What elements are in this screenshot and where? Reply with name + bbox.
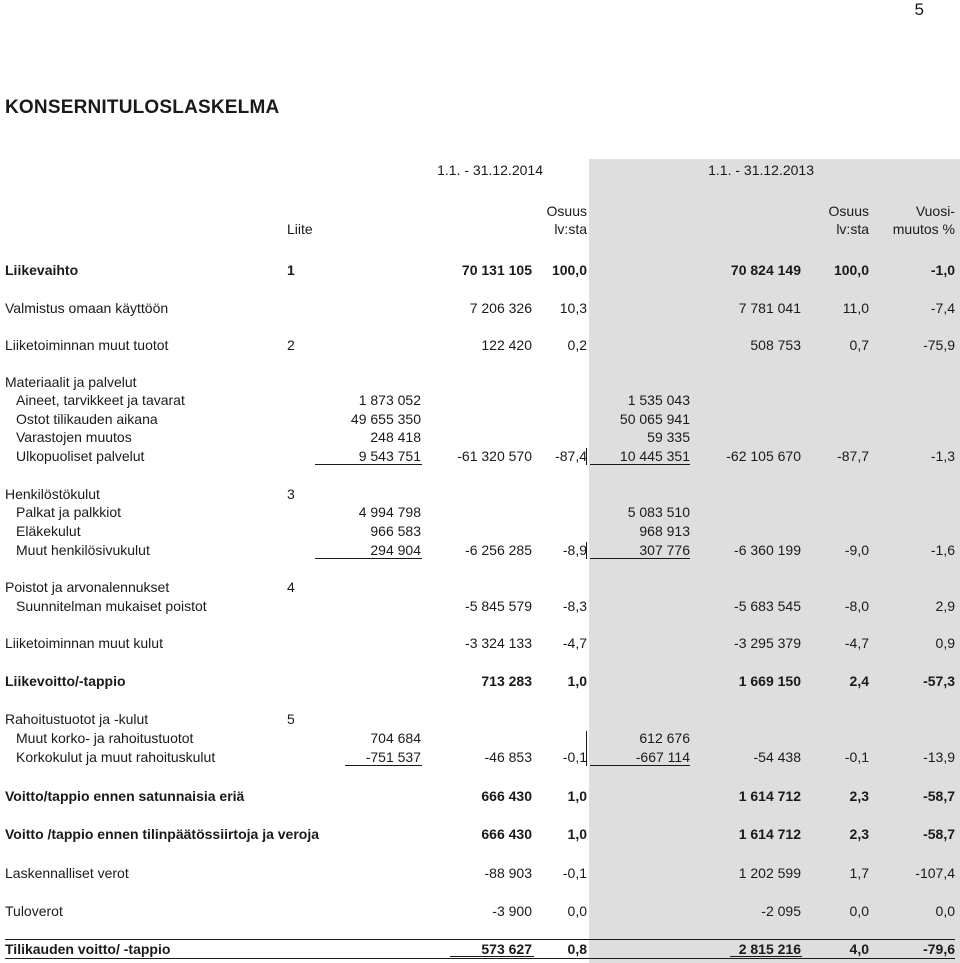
row-value-c4: 968 913 (639, 523, 690, 539)
row-value-c4: 5 083 510 (627, 504, 690, 520)
table-row (0, 864, 960, 882)
row-value-c7: -58,7 (923, 788, 955, 804)
row-value-c3: -4,7 (562, 635, 587, 651)
subtotal-tick-personnel (586, 542, 587, 559)
row-note: 3 (287, 486, 295, 502)
row-value-c6: 100,0 (833, 262, 869, 278)
row-value-c7: -13,9 (923, 749, 955, 765)
row-value-c2: -3 900 (492, 903, 532, 919)
table-row (0, 729, 960, 747)
row-value-c6: -8,0 (844, 598, 869, 614)
row-value-c4: 50 065 941 (619, 411, 690, 427)
row-label: Voitto/tappio ennen satunnaisia eriä (5, 788, 245, 804)
table-row (0, 522, 960, 540)
row-label: Liikevoitto/-tappio (5, 673, 126, 689)
subtotal-rule-2014-personnel (315, 558, 422, 559)
row-value-c1: -751 537 (365, 749, 421, 765)
page-title: KONSERNITULOSLASKELMA (5, 97, 280, 118)
row-note: 4 (287, 579, 295, 595)
row-value-c5: -3 295 379 (734, 635, 801, 651)
row-value-c3: 0,2 (567, 337, 587, 353)
row-label: Poistot ja arvonalennukset (5, 579, 170, 595)
row-value-c2: -46 853 (484, 749, 532, 765)
note-column-header: Liite (287, 221, 313, 237)
table-row (0, 373, 960, 391)
row-label: Laskennalliset verot (5, 865, 129, 881)
row-value-c2: -61 320 570 (457, 448, 532, 464)
table-row (0, 902, 960, 920)
row-label: Aineet, tarvikkeet ja tavarat (16, 392, 185, 408)
table-row (0, 541, 960, 559)
row-value-c6: 11,0 (842, 300, 869, 316)
row-value-c1: 49 655 350 (350, 411, 421, 427)
table-row (0, 410, 960, 428)
row-label: Ostot tilikauden aikana (16, 411, 158, 427)
table-row (0, 391, 960, 409)
row-value-c3: 10,3 (559, 300, 587, 316)
row-value-c4: 612 676 (639, 730, 690, 746)
row-value-c6: -9,0 (844, 542, 869, 558)
subtotal-tick-materials (586, 448, 587, 465)
row-value-c4: 10 445 351 (619, 448, 690, 464)
row-value-c5: 1 669 150 (738, 673, 801, 689)
table-row (0, 503, 960, 521)
table-row (0, 299, 960, 317)
page-number: 5 (914, 0, 924, 19)
row-value-c6: 2,3 (849, 826, 869, 842)
subtotal-rule-2014-materials (315, 464, 422, 465)
table-row (0, 787, 960, 805)
row-value-c2: 573 627 (481, 941, 532, 957)
table-row (0, 447, 960, 465)
row-value-c7: 0,9 (935, 635, 955, 651)
row-label: Rahoitustuotot ja -kulut (5, 711, 149, 727)
row-value-c3: -87,4 (555, 448, 587, 464)
row-value-c5: -62 105 670 (726, 448, 801, 464)
row-label: Muut korko- ja rahoitustuotot (16, 730, 194, 746)
row-value-c3: 100,0 (551, 262, 587, 278)
row-value-c5: 2 815 216 (738, 941, 801, 957)
row-note: 1 (287, 262, 295, 278)
row-value-c3: -0,1 (562, 865, 587, 881)
row-label: Liiketoiminnan muut kulut (5, 635, 163, 651)
row-label: Tuloverot (5, 903, 63, 919)
row-value-c3: -8,3 (562, 598, 587, 614)
row-label: Ulkopuoliset palvelut (16, 448, 145, 464)
change-header-bottom: muutos % (892, 221, 955, 237)
share-2014-header-bottom: lv:sta (554, 221, 587, 237)
period-2013-header: 1.1. - 31.12.2013 (708, 162, 814, 178)
subtotal-rule-2013-finance (590, 765, 690, 766)
row-label: Voitto /tappio ennen tilinpäätössiirtoja ja veroja (5, 826, 320, 842)
table-row (0, 748, 960, 766)
row-value-c4: 307 776 (639, 542, 690, 558)
result-double-rule-2014 (450, 956, 534, 957)
row-label: Eläkekulut (16, 523, 81, 539)
row-value-c1: 248 418 (370, 429, 421, 445)
table-row (0, 825, 960, 843)
row-value-c7: 0,0 (935, 903, 955, 919)
row-value-c5: -6 360 199 (734, 542, 801, 558)
row-value-c5: 508 753 (750, 337, 801, 353)
row-value-c7: -58,7 (923, 826, 955, 842)
row-value-c6: 0,0 (849, 903, 869, 919)
row-label: Materiaalit ja palvelut (5, 374, 137, 390)
row-value-c5: 1 202 599 (738, 865, 801, 881)
row-value-c5: 70 824 149 (730, 262, 801, 278)
row-label: Varastojen muutos (16, 429, 132, 445)
row-value-c3: 1,0 (567, 673, 587, 689)
row-label: Henkilöstökulut (5, 486, 100, 502)
period-2014-header: 1.1. - 31.12.2014 (437, 162, 543, 178)
row-value-c2: 7 206 326 (469, 300, 532, 316)
row-value-c1: 9 543 751 (358, 448, 421, 464)
subtotal-rule-2014-finance (345, 765, 422, 766)
row-value-c6: -87,7 (837, 448, 869, 464)
subtotal-rule-2013-materials (590, 464, 690, 465)
row-value-c1: 704 684 (370, 730, 421, 746)
row-value-c3: 0,0 (567, 903, 587, 919)
row-value-c6: -0,1 (844, 749, 869, 765)
row-value-c2: -6 256 285 (465, 542, 532, 558)
result-double-rule-2013 (730, 956, 802, 957)
table-row (0, 578, 960, 596)
row-value-c1: 966 583 (370, 523, 421, 539)
row-value-c6: -4,7 (844, 635, 869, 651)
row-value-c5: -54 438 (753, 749, 801, 765)
row-label: Liikevaihto (5, 262, 79, 278)
row-value-c5: 7 781 041 (738, 300, 801, 316)
row-value-c2: 70 131 105 (461, 262, 532, 278)
row-value-c7: 2,9 (935, 598, 955, 614)
share-2013-header-bottom: lv:sta (836, 221, 869, 237)
row-label: Korkokulut ja muut rahoituskulut (16, 749, 216, 765)
row-value-c7: -75,9 (923, 337, 955, 353)
row-value-c3: -8,9 (562, 542, 587, 558)
table-row (0, 634, 960, 652)
row-value-c2: -88 903 (484, 865, 532, 881)
row-value-c3: 1,0 (567, 788, 587, 804)
row-label: Tilikauden voitto/ -tappio (5, 941, 171, 957)
subtotal-rule-2013-personnel (590, 558, 690, 559)
result-bottom-rule (5, 958, 955, 959)
row-label: Palkat ja palkkiot (16, 504, 122, 520)
subtotal-tick-finance (586, 731, 587, 766)
row-note: 2 (287, 337, 295, 353)
row-value-c2: 666 430 (481, 788, 532, 804)
row-value-c3: 0,8 (567, 941, 587, 957)
result-top-rule (5, 939, 955, 940)
table-row (0, 261, 960, 279)
row-label: Valmistus omaan käyttöön (5, 300, 169, 316)
table-row (0, 710, 960, 728)
row-value-c2: 713 283 (481, 673, 532, 689)
row-value-c7: -1,3 (930, 448, 955, 464)
row-value-c6: 2,3 (849, 788, 869, 804)
row-value-c4: -667 114 (635, 749, 690, 765)
row-value-c2: -5 845 579 (465, 598, 532, 614)
row-label: Muut henkilösivukulut (16, 542, 150, 558)
table-row (0, 336, 960, 354)
row-value-c2: 666 430 (481, 826, 532, 842)
row-value-c7: -1,0 (930, 262, 955, 278)
table-row (0, 485, 960, 503)
row-value-c2: 122 420 (481, 337, 532, 353)
row-value-c7: -7,4 (930, 300, 955, 316)
row-value-c1: 4 994 798 (358, 504, 421, 520)
table-row (0, 428, 960, 446)
row-note: 5 (287, 711, 295, 727)
row-value-c7: -79,6 (923, 941, 955, 957)
row-value-c5: -2 095 (761, 903, 801, 919)
row-value-c5: 1 614 712 (738, 826, 801, 842)
row-value-c7: -107,4 (915, 865, 955, 881)
row-value-c7: -1,6 (930, 542, 955, 558)
table-row (0, 597, 960, 615)
table-row (0, 672, 960, 690)
row-value-c5: -5 683 545 (734, 598, 801, 614)
row-value-c6: 4,0 (849, 941, 869, 957)
row-value-c4: 1 535 043 (627, 392, 690, 408)
share-2013-header-top: Osuus (828, 203, 869, 219)
row-value-c4: 59 335 (647, 429, 690, 445)
row-value-c3: 1,0 (567, 826, 587, 842)
row-value-c5: 1 614 712 (738, 788, 801, 804)
row-value-c3: -0,1 (562, 749, 587, 765)
row-value-c7: -57,3 (923, 673, 955, 689)
row-value-c6: 0,7 (849, 337, 869, 353)
change-header-top: Vuosi- (915, 203, 955, 219)
row-label: Suunnitelman mukaiset poistot (16, 598, 207, 614)
row-value-c2: -3 324 133 (465, 635, 532, 651)
share-2014-header-top: Osuus (546, 203, 587, 219)
row-value-c1: 1 873 052 (358, 392, 421, 408)
row-value-c1: 294 904 (370, 542, 421, 558)
row-value-c6: 1,7 (849, 865, 869, 881)
row-label: Liiketoiminnan muut tuotot (5, 337, 169, 353)
row-value-c6: 2,4 (849, 673, 869, 689)
